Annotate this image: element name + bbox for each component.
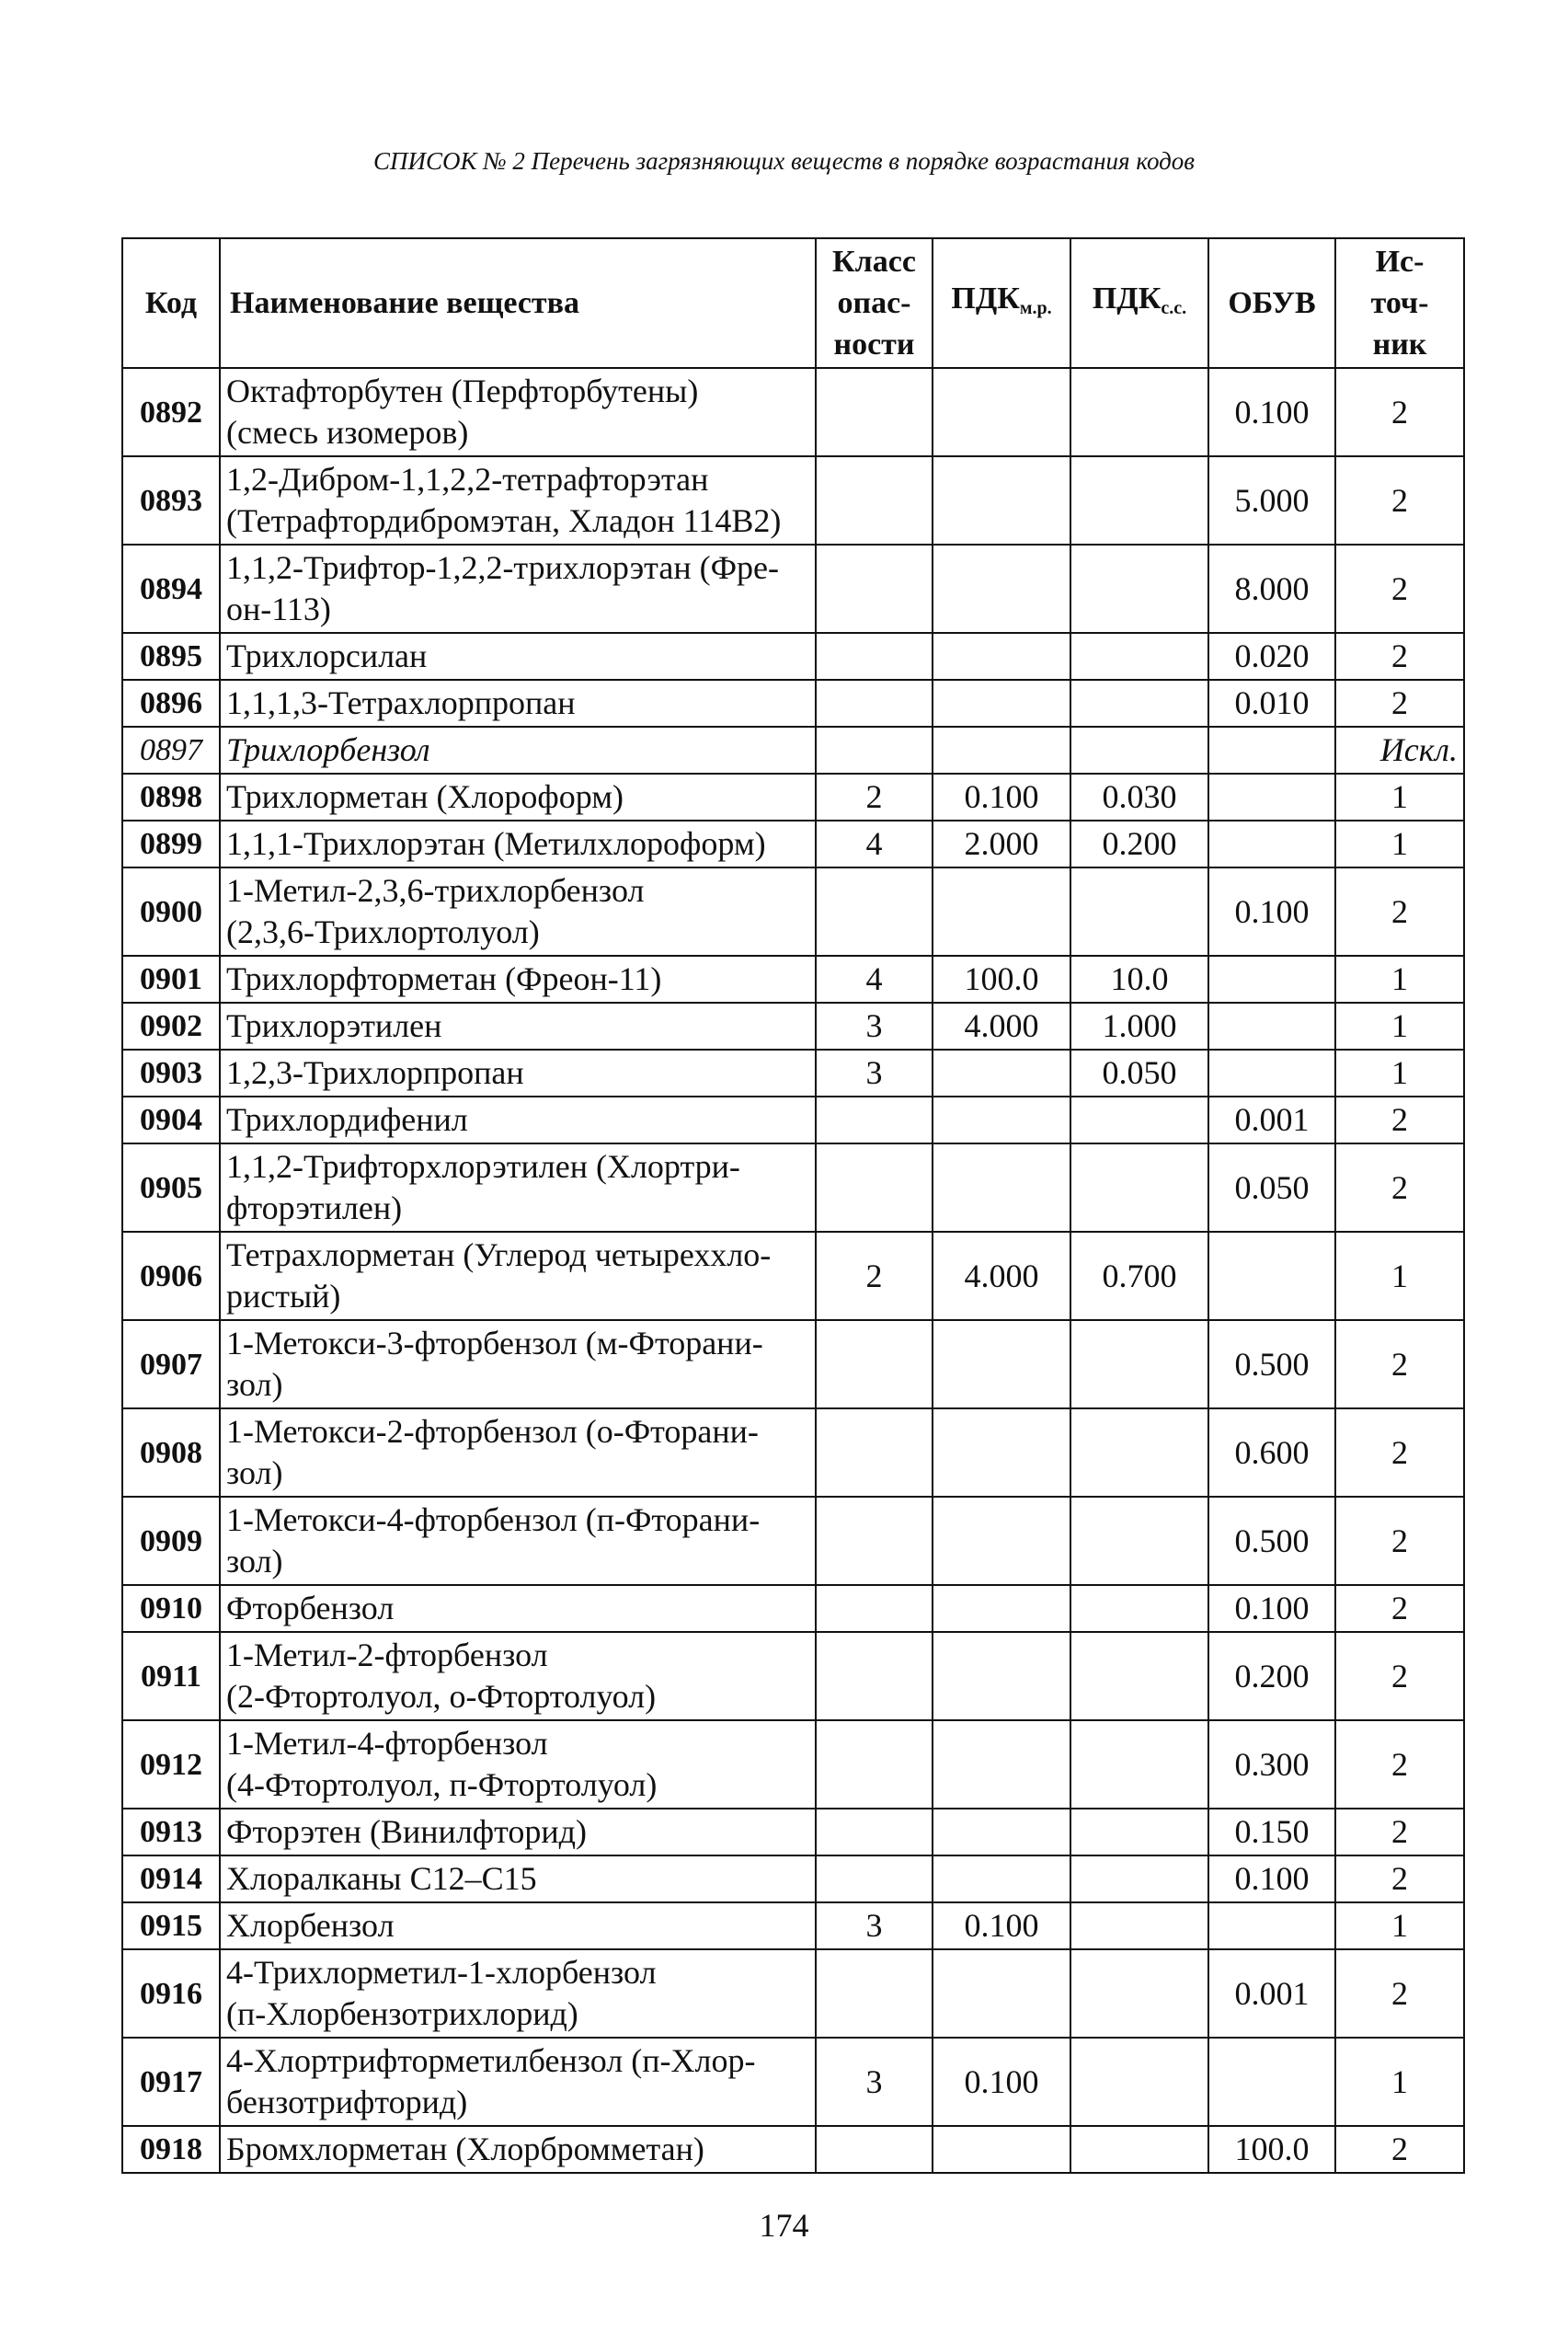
obuv: 0.020 [1208,633,1335,680]
substance-code: 0908 [122,1408,220,1497]
source: 1 [1335,821,1464,867]
table-row [122,1003,1464,1050]
obuv: 0.100 [1208,368,1335,456]
source: 2 [1335,1585,1464,1632]
substance-code: 0903 [122,1050,220,1097]
pdk-mr: 4.000 [933,1003,1070,1050]
hazard-class [816,727,933,774]
obuv: 8.000 [1208,545,1335,633]
source: 2 [1335,633,1464,680]
source: 2 [1335,1408,1464,1497]
pdk-mr [933,1855,1070,1902]
table-row [122,1632,1464,1720]
source: 1 [1335,1050,1464,1097]
substance-name: 1,2,3-Трихлорпропан [220,1050,816,1097]
substance-code: 0907 [122,1320,220,1408]
obuv [1208,1050,1335,1097]
pdk-ss: 0.700 [1070,1232,1208,1320]
source: 2 [1335,368,1464,456]
hazard-class: 3 [816,1902,933,1949]
pdk-mr: 0.100 [933,774,1070,821]
substance-name: 1-Метокси-3-фторбензол (м-Фторани- зол) [220,1320,816,1408]
obuv [1208,1902,1335,1949]
col-header-obuv: ОБУВ [1208,238,1335,368]
pdk-ss: 1.000 [1070,1003,1208,1050]
pdk-mr [933,867,1070,956]
pdk-ss: 0.030 [1070,774,1208,821]
source: 2 [1335,680,1464,727]
hazard-class [816,680,933,727]
source: 2 [1335,867,1464,956]
obuv: 0.100 [1208,1585,1335,1632]
pdk-mr [933,1585,1070,1632]
pdk-mr [933,1497,1070,1585]
pdk-ss [1070,1902,1208,1949]
substance-name: Трихлорбензол [220,727,816,774]
obuv: 0.100 [1208,867,1335,956]
pdk-ss [1070,2126,1208,2173]
pdk-mr [933,680,1070,727]
source: 1 [1335,956,1464,1003]
substance-code: 0892 [122,368,220,456]
pdk-ss [1070,1720,1208,1809]
hazard-class [816,1143,933,1232]
hazard-class [816,1720,933,1809]
source: Искл. [1335,727,1464,774]
hazard-class [816,1497,933,1585]
substance-code: 0916 [122,1949,220,2038]
substance-code: 0917 [122,2038,220,2126]
substance-code: 0894 [122,545,220,633]
hazard-class: 4 [816,821,933,867]
pdk-ss [1070,1097,1208,1143]
pdk-ss [1070,727,1208,774]
page-title: СПИСОК № 2 Перечень загрязняющих веществ в порядке возрастания кодов [373,147,1195,175]
pdk-ss [1070,368,1208,456]
substance-code: 0910 [122,1585,220,1632]
hazard-class: 2 [816,1232,933,1320]
substance-code: 0906 [122,1232,220,1320]
substance-name: Трихлорфторметан (Фреон-11) [220,956,816,1003]
source: 2 [1335,1097,1464,1143]
substance-code: 0897 [122,727,220,774]
pdk-ss [1070,2038,1208,2126]
pdk-mr [933,1809,1070,1855]
obuv: 0.150 [1208,1809,1335,1855]
substance-name: Трихлорметан (Хлороформ) [220,774,816,821]
table-row [122,1497,1464,1585]
obuv: 0.500 [1208,1497,1335,1585]
table-row [122,774,1464,821]
pdk-ss [1070,1855,1208,1902]
obuv: 0.001 [1208,1097,1335,1143]
substance-name: Хлорбензол [220,1902,816,1949]
hazard-class [816,633,933,680]
source: 2 [1335,2126,1464,2173]
table-row [122,633,1464,680]
substance-name: 1,1,1-Трихлорэтан (Метилхлороформ) [220,821,816,867]
obuv: 100.0 [1208,2126,1335,2173]
pdk-ss [1070,1143,1208,1232]
pdk-mr [933,1632,1070,1720]
substance-name: 4-Трихлорметил-1-хлорбензол (п-Хлорбензотрихлорид) [220,1949,816,2038]
hazard-class: 3 [816,1003,933,1050]
pdk-ss [1070,1585,1208,1632]
substance-code: 0904 [122,1097,220,1143]
col-header-name: Наименование вещества [220,238,816,368]
substance-code: 0901 [122,956,220,1003]
substance-name: 1-Метил-2-фторбензол (2-Фтортолуол, о-Фтортолуол) [220,1632,816,1720]
header-row [122,238,1464,368]
substance-code: 0912 [122,1720,220,1809]
source: 2 [1335,456,1464,545]
pdk-ss: 0.200 [1070,821,1208,867]
obuv [1208,2038,1335,2126]
pdk-ss [1070,456,1208,545]
substance-code: 0905 [122,1143,220,1232]
table-row [122,680,1464,727]
pdk-mr [933,545,1070,633]
substance-name: Фторэтен (Винилфторид) [220,1809,816,1855]
obuv [1208,1003,1335,1050]
substance-name: 1-Метил-2,3,6-трихлорбензол (2,3,6-Трихлортолуол) [220,867,816,956]
substance-code: 0909 [122,1497,220,1585]
hazard-class [816,1809,933,1855]
substance-name: 1-Метокси-2-фторбензол (о-Фторани- зол) [220,1408,816,1497]
pdk-mr [933,727,1070,774]
pdk-ss [1070,1497,1208,1585]
obuv [1208,821,1335,867]
obuv [1208,1232,1335,1320]
obuv: 0.050 [1208,1143,1335,1232]
pdk-mr: 4.000 [933,1232,1070,1320]
col-header-source: Ис- точ- ник [1335,238,1464,368]
substance-name: Октафторбутен (Перфторбутены) (смесь изомеров) [220,368,816,456]
substances-table [121,237,1465,2174]
pdk-mr [933,1408,1070,1497]
table-row [122,2126,1464,2173]
hazard-class [816,1097,933,1143]
table-row [122,368,1464,456]
hazard-class: 2 [816,774,933,821]
substance-code: 0902 [122,1003,220,1050]
pdk-ss [1070,1632,1208,1720]
table-row [122,545,1464,633]
obuv: 5.000 [1208,456,1335,545]
hazard-class: 3 [816,2038,933,2126]
pdk-mr [933,1050,1070,1097]
substance-code: 0918 [122,2126,220,2173]
pdk-ss [1070,680,1208,727]
hazard-class [816,1949,933,2038]
hazard-class [816,2126,933,2173]
table-row [122,1320,1464,1408]
pdk-mr [933,1320,1070,1408]
hazard-class [816,368,933,456]
table-row [122,1232,1464,1320]
table-row [122,956,1464,1003]
substance-name: 4-Хлортрифторметилбензол (п-Хлор- бензотрифторид) [220,2038,816,2126]
table-row [122,1809,1464,1855]
pdk-ss [1070,1949,1208,2038]
obuv: 0.300 [1208,1720,1335,1809]
pdk-mr [933,456,1070,545]
obuv: 0.600 [1208,1408,1335,1497]
substance-name: Трихлордифенил [220,1097,816,1143]
hazard-class: 3 [816,1050,933,1097]
source: 2 [1335,1809,1464,1855]
table-row [122,1902,1464,1949]
source: 1 [1335,1902,1464,1949]
table-row [122,821,1464,867]
pdk-mr [933,368,1070,456]
hazard-class [816,1585,933,1632]
table-row [122,1097,1464,1143]
substance-name: 1,1,1,3-Тетрахлорпропан [220,680,816,727]
page-number: 174 [759,2207,809,2244]
table-row [122,1408,1464,1497]
substance-code: 0914 [122,1855,220,1902]
pdk-ss [1070,545,1208,633]
source: 2 [1335,1143,1464,1232]
substance-name: Бромхлорметан (Хлорбромметан) [220,2126,816,2173]
obuv [1208,727,1335,774]
col-header-hazard-class: Класс опас- ности [816,238,933,368]
table-row [122,1050,1464,1097]
col-header-code: Код [122,238,220,368]
table-row [122,1949,1464,2038]
substance-name: 1,1,2-Трифтор-1,2,2-трихлорэтан (Фре- он-113) [220,545,816,633]
pdk-mr [933,1143,1070,1232]
hazard-class [816,1408,933,1497]
substance-name: 1-Метокси-4-фторбензол (п-Фторани- зол) [220,1497,816,1585]
hazard-class [816,456,933,545]
col-header-pdk-ss: $ПДК_{с.с.}$ [1070,238,1208,368]
pdk-ss [1070,1320,1208,1408]
obuv: 0.500 [1208,1320,1335,1408]
hazard-class [816,545,933,633]
pdk-mr [933,1949,1070,2038]
pdk-mr: 0.100 [933,2038,1070,2126]
table-row [122,1720,1464,1809]
source: 2 [1335,1497,1464,1585]
source: 2 [1335,545,1464,633]
source: 2 [1335,1855,1464,1902]
source: 1 [1335,1003,1464,1050]
table-row [122,727,1464,774]
obuv: 0.001 [1208,1949,1335,2038]
source: 2 [1335,1720,1464,1809]
obuv: 0.100 [1208,1855,1335,1902]
table-row [122,1143,1464,1232]
source: 2 [1335,1632,1464,1720]
substance-code: 0899 [122,821,220,867]
table-row [122,867,1464,956]
pdk-mr [933,1720,1070,1809]
pdk-mr [933,633,1070,680]
source: 2 [1335,1320,1464,1408]
obuv: 0.200 [1208,1632,1335,1720]
substance-code: 0915 [122,1902,220,1949]
substance-name: Фторбензол [220,1585,816,1632]
pdk-ss [1070,867,1208,956]
substance-code: 0896 [122,680,220,727]
obuv: 0.010 [1208,680,1335,727]
table-row [122,456,1464,545]
pdk-mr [933,1097,1070,1143]
substance-name: Тетрахлорметан (Углерод четыреххло- ристый) [220,1232,816,1320]
hazard-class [816,1320,933,1408]
source: 2 [1335,1949,1464,2038]
source: 1 [1335,1232,1464,1320]
substance-code: 0900 [122,867,220,956]
hazard-class: 4 [816,956,933,1003]
source: 1 [1335,2038,1464,2126]
substance-name: Трихлорэтилен [220,1003,816,1050]
pdk-mr: 2.000 [933,821,1070,867]
substance-code: 0911 [122,1632,220,1720]
pdk-ss [1070,1408,1208,1497]
obuv [1208,774,1335,821]
pdk-ss [1070,633,1208,680]
substance-code: 0913 [122,1809,220,1855]
substance-name: Хлоралканы C12–C15 [220,1855,816,1902]
pdk-mr: 100.0 [933,956,1070,1003]
substance-code: 0893 [122,456,220,545]
obuv [1208,956,1335,1003]
pdk-mr: 0.100 [933,1902,1070,1949]
pdk-ss: 0.050 [1070,1050,1208,1097]
hazard-class [816,1855,933,1902]
substance-name: 1-Метил-4-фторбензол (4-Фтортолуол, п-Фтортолуол) [220,1720,816,1809]
pdk-ss: 10.0 [1070,956,1208,1003]
source: 1 [1335,774,1464,821]
pdk-ss [1070,1809,1208,1855]
hazard-class [816,867,933,956]
col-header-pdk-mr: $ПДК_{м.р.}$ [933,238,1070,368]
substance-name: 1,1,2-Трифторхлорэтилен (Хлортри- фторэтилен) [220,1143,816,1232]
table-row [122,1585,1464,1632]
hazard-class [816,1632,933,1720]
substance-code: 0895 [122,633,220,680]
substance-code: 0898 [122,774,220,821]
table-row [122,1855,1464,1902]
substance-name: Трихлорсилан [220,633,816,680]
table-row [122,2038,1464,2126]
pdk-mr [933,2126,1070,2173]
substance-name: 1,2-Дибром-1,1,2,2-тетрафторэтан (Тетрафтордибромэтан, Хладон 114В2) [220,456,816,545]
